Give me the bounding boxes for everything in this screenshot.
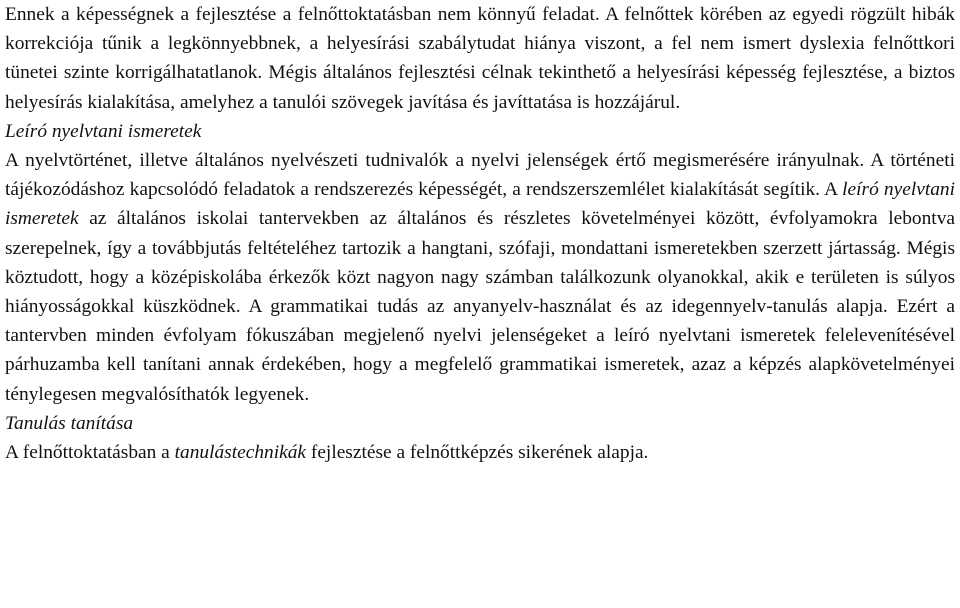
- emphasized-term: tanulástechnikák: [174, 442, 307, 464]
- document-page: [5, 0, 955, 467]
- paragraph-text: A nyelvtörténet, illetve általános nyelvészeti tudnivalók a nyelvi jelenségek értő megismerésére irányulnak. A történeti tájékozódáshoz kapcsolódó feladatok a rendszerezés képességét, a rendszerszemlélet kialakítását segítik. A: [5, 150, 955, 201]
- paragraph-text: A felnőttoktatásban a: [5, 442, 175, 464]
- section-heading-learning-to-learn: Tanulás tanítása: [5, 412, 134, 434]
- paragraph-text: fejlesztése a felnőttképzés sikerének alapja.: [306, 442, 649, 464]
- paragraph-text: az általános iskolai tantervekben az általános és részletes követelményei között, évfolyamokra lebontva szerepelnek, így a továbbjutás feltételéhez tartozik a hangtani, szófaji, mondattani ismeretekben szerzett jártasság. Mégis köztudott, hogy a középiskolába érkezők közt nagyon nagy számban találkozunk olyanokkal, akik e területen is súlyos hiányosságokkal küszködnek. A grammatikai tudás az anyanyelv-használat és az idegennyelv-tanulás alapja. Ezért a tantervben minden évfolyam fókuszában megjelenő nyelvi jelenségeket a leíró nyelvtani ismeretek felelevenítésével párhuzamba kell tanítani annak érdekében, hogy a megfelelő grammatikai ismeretek, azaz a képzés alapkövetelményei ténylegesen megvalósíthatók legyenek.: [5, 208, 955, 405]
- intro-paragraph: Ennek a képességnek a fejlesztése a felnőttoktatásban nem könnyű feladat. A felnőttek körében az egyedi rögzült hibák korrekciója tűnik a legkönnyebbnek, a helyesírási szabálytudat hiánya viszont, a fel nem ismert dyslexia felnőttkori tünetei szinte korrigálhatatlanok. Mégis általános fejlesztési célnak tekinthető a helyesírási képesség fejlesztése, a biztos helyesírás kialakítása, amelyhez a tanulói szövegek javítása és javíttatása is hozzájárul.: [5, 4, 955, 113]
- section-heading-descriptive-grammar: Leíró nyelvtani ismeretek: [5, 120, 202, 142]
- emphasized-term: leíró nyelvtani ismeretek: [5, 179, 955, 230]
- learning-to-learn-paragraph: [5, 438, 955, 467]
- descriptive-grammar-paragraph: [5, 146, 955, 409]
